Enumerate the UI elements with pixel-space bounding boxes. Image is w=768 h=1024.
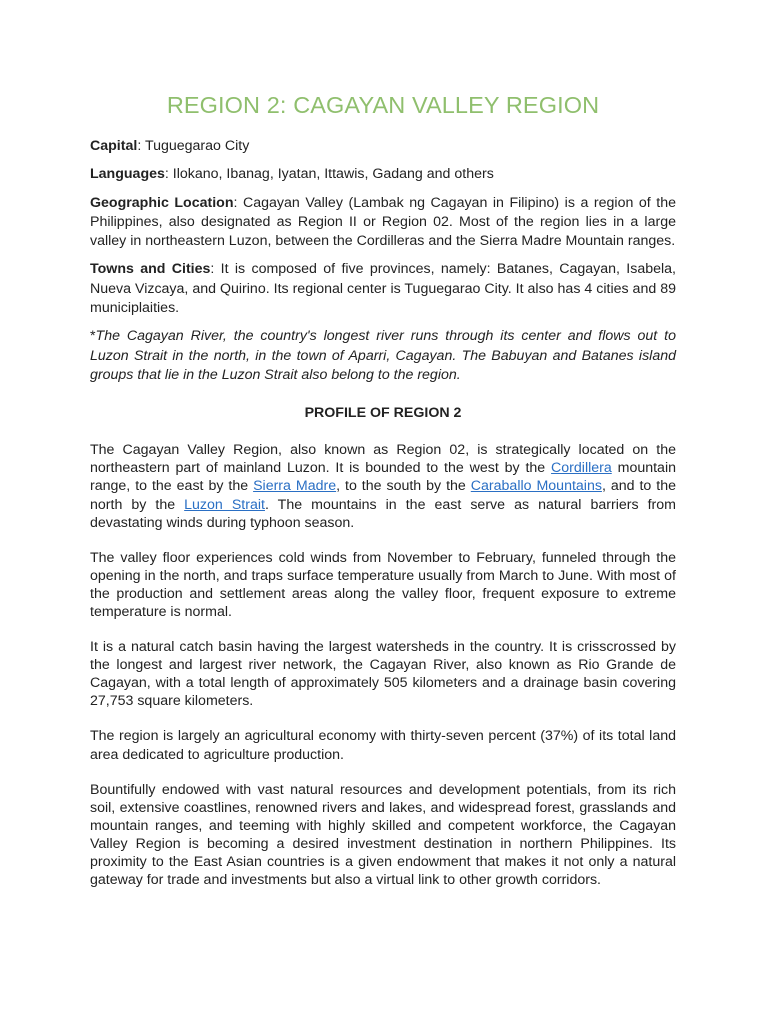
towns-and-cities-paragraph: [90, 260, 676, 318]
luzon-strait-link[interactable]: Luzon Strait: [184, 496, 265, 513]
languages-value: : Ilokano, Ibanag, Iyatan, Ittawis, Gadang and others: [164, 166, 494, 183]
towns-and-cities-label: Towns and Cities: [90, 261, 211, 278]
river-note: [90, 327, 676, 385]
note-text: The Cagayan River, the country's longest river runs through its center and flows out to Luzon Strait in the north, in the town of Aparri, Cagayan. The Babuyan and Batanes island groups that lie in the Luzon Strait also belong to the region.: [90, 328, 676, 383]
document-page: [90, 0, 676, 889]
page-title: REGION 2: CAGAYAN VALLEY REGION: [166, 92, 600, 118]
profile-paragraph-1: [90, 441, 676, 531]
profile-paragraph-4: The region is largely an agricultural economy with thirty-seven percent (37%) of its total land area dedicated to agriculture production.: [90, 728, 676, 763]
p1-text-5: . The mountains in the east serve as natural barriers from devastating winds during typhoon season.: [90, 496, 676, 531]
p1-text-3: , to the south by the: [336, 478, 471, 495]
languages-label: Languages: [90, 166, 165, 183]
capital-value: : Tuguegarao City: [137, 138, 250, 154]
profile-paragraph-5: Bountifully endowed with vast natural resources and development potentials, from its rich soil, extensive coastlines, renowned rivers and lakes, and widespread forest, grasslands and mountain ranges, and teeming with highly skilled and competent workforce, the Cagayan Valley Region is becoming a desired investment destination in northern Philippines. Its proximity to the East Asian countries is a given endowment that makes it not only a natural gateway for trade and investments but also a virtual link to other growth corridors.: [90, 781, 676, 889]
p1-text-1: The Cagayan Valley Region, also known as Region 02, is strategically located on the northeastern part of mainland Luzon. It is bounded to the west by the: [90, 442, 676, 477]
p1-text-4: , and to the north by the: [90, 478, 676, 513]
note-asterisk: *: [90, 328, 96, 345]
profile-paragraph-2: The valley floor experiences cold winds from November to February, funneled through the opening in the north, and traps surface temperature usually from March to June. With most of the production and settlement areas along the valley floor, frequent exposure to extreme temperature is normal.: [90, 549, 676, 621]
cordillera-link[interactable]: Cordillera: [551, 460, 612, 477]
caraballo-mountains-link[interactable]: Caraballo Mountains: [470, 478, 602, 495]
geographic-location-value: : Cagayan Valley (Lambak ng Cagayan in Filipino) is a region of the Philippines, also designated as Region II or Region 02. Most of the region lies in a large valley in northeastern Luzon, between the Cordilleras and the Sierra Madre Mountain ranges.: [90, 194, 677, 250]
towns-and-cities-value: : It is composed of five provinces, namely: Batanes, Cagayan, Isabela, Nueva Vizcaya, and Quirino. Its regional center is Tuguegarao City. It also has 4 cities and 89 municiplaities.: [90, 261, 676, 317]
languages-line: [90, 165, 676, 184]
capital-line: [90, 137, 676, 156]
geographic-location-label: Geographic Location: [90, 194, 234, 211]
geographic-location-paragraph: [90, 194, 676, 252]
profile-heading: PROFILE OF REGION 2: [304, 405, 462, 422]
p1-text-2: mountain range, to the east by the: [90, 460, 676, 495]
profile-paragraph-3: It is a natural catch basin having the largest watersheds in the country. It is crisscrossed by the longest and largest river network, the Cagayan River, also known as Rio Grande de Cagayan, with a total length of approximately 505 kilometers and a drainage basin covering 27,753 square kilometers.: [90, 639, 676, 710]
sierra-madre-link[interactable]: Sierra Madre: [253, 478, 337, 495]
capital-label: Capital: [90, 138, 138, 154]
